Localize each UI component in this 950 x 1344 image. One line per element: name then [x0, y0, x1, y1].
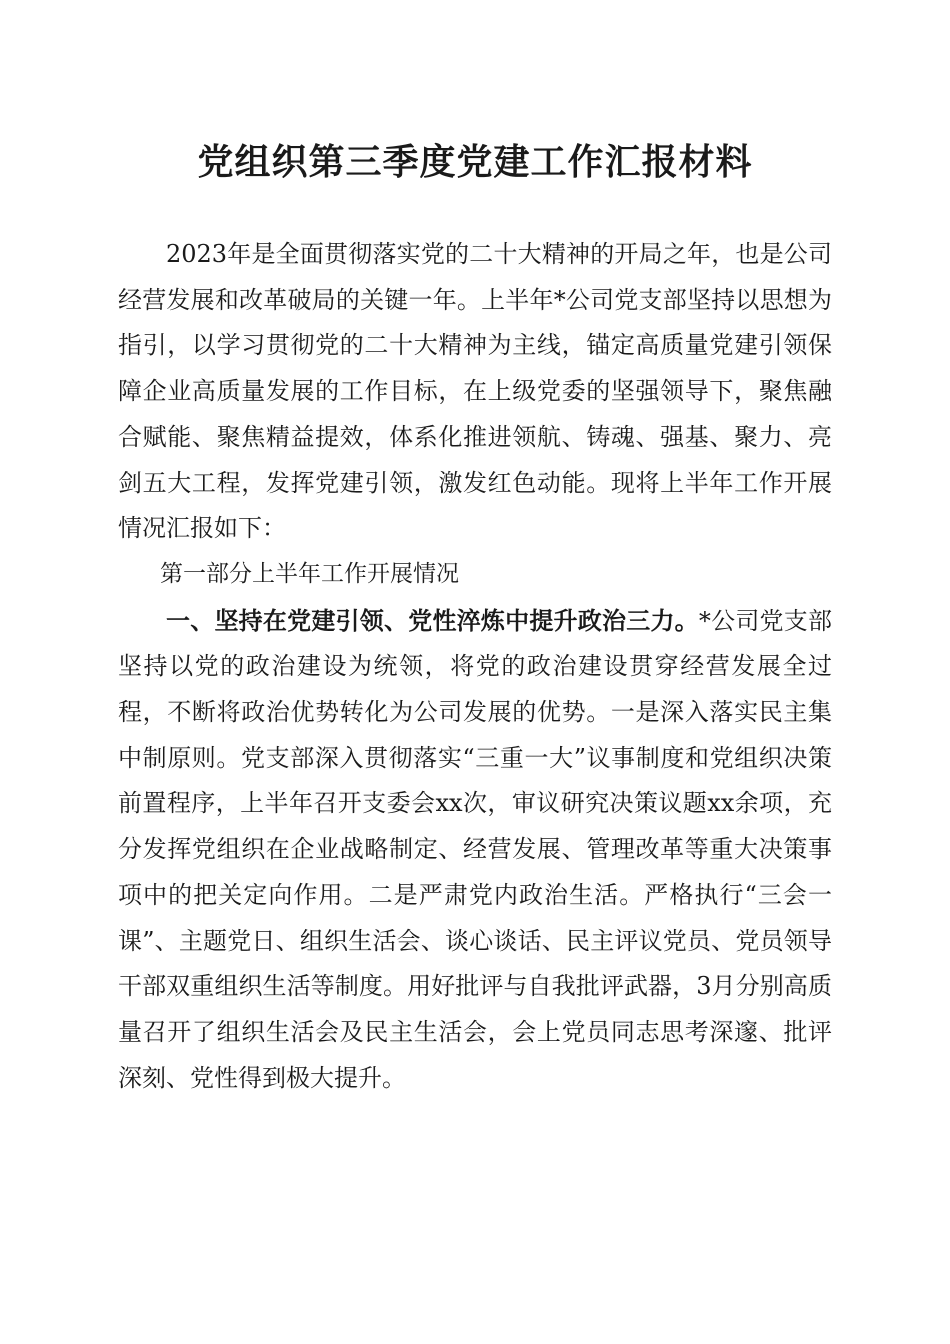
- point-one-paragraph: [118, 598, 832, 1102]
- section-heading: 第一部分上半年工作开展情况: [160, 560, 459, 587]
- point-one-body: *公司党支部坚持以党的政治建设为统领，将党的政治建设贯穿经营发展全过程，不断将政治优势转化为公司发展的优势。一是深入落实民主集中制原则。党支部深入贯彻落实“三重一大”议事制度和党组织决策前置程序，上半年召开支委会xx次，审议研究决策议题xx余项，充分发挥党组织在企业战略制定、经营发展、管理改革等重大决策事项中的把关定向作用。二是严肃党内政治生活。严格执行“三会一课”、主题党日、组织生活会、谈心谈话、民主评议党员、党员领导干部双重组织生活等制度。用好批评与自我批评武器，3月分别高质量召开了组织生活会及民主生活会，会上党员同志思考深邃、批评深刻、党性得到极大提升。: [118, 606, 833, 1092]
- document-body: [118, 232, 832, 1101]
- intro-paragraph: 2023年是全面贯彻落实党的二十大精神的开局之年，也是公司经营发展和改革破局的关键一年。上半年*公司党支部坚持以思想为指引，以学习贯彻党的二十大精神为主线，锚定高质量党建引领保障企业高质量发展的工作目标，在上级党委的坚强领导下，聚焦融合赋能、聚焦精益提效，体系化推进领航、铸魂、强基、聚力、亮剑五大工程，发挥党建引领，激发红色动能。现将上半年工作开展情况汇报如下：: [118, 240, 832, 543]
- document-title: 党组织第三季度党建工作汇报材料: [197, 141, 753, 183]
- point-one-heading: 一、坚持在党建引领、党性淬炼中提升政治三力。: [166, 605, 699, 635]
